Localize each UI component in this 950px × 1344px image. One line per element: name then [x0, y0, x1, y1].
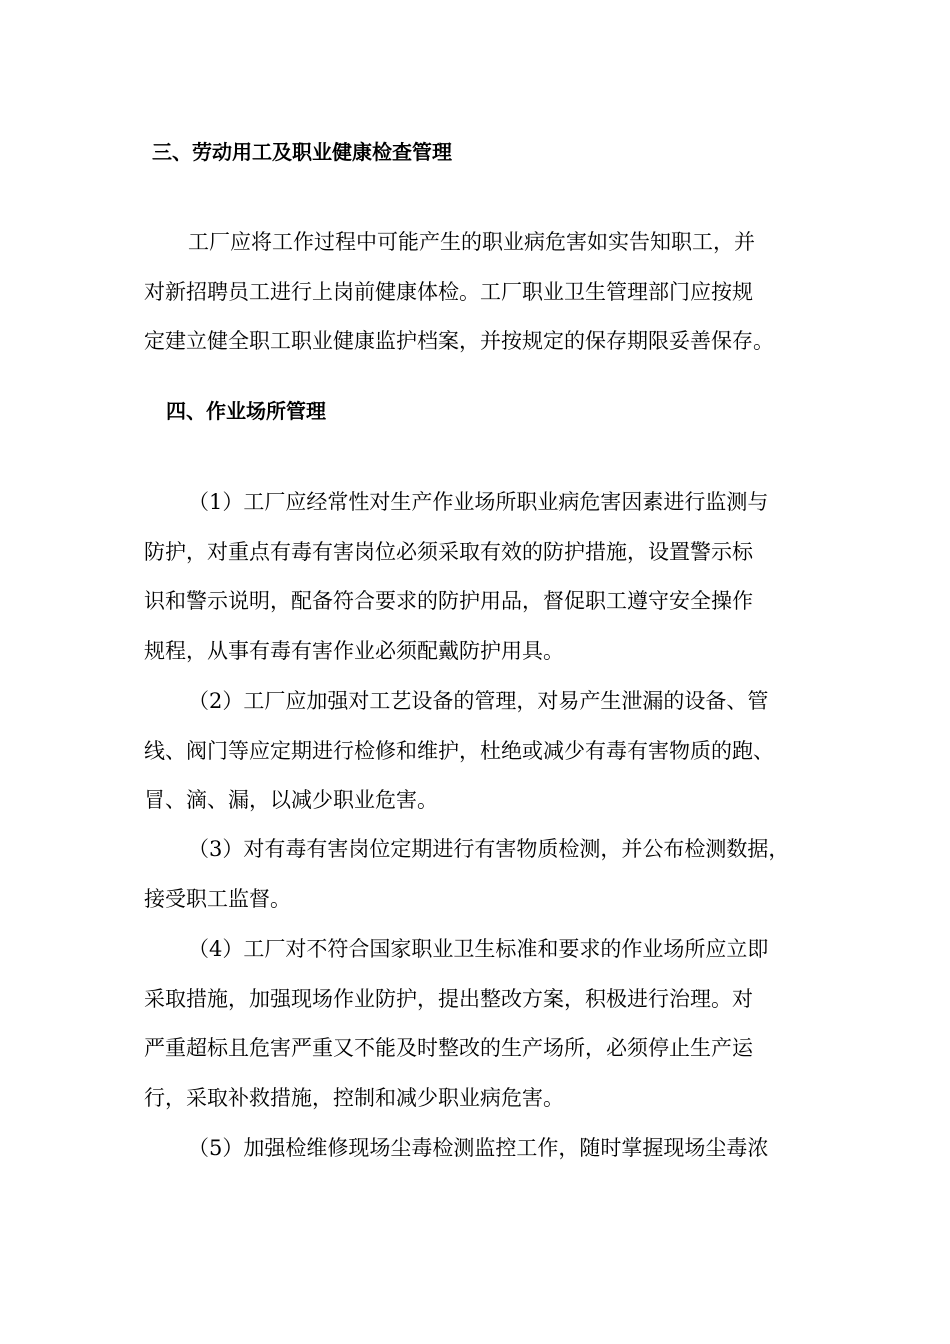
paragraph-line: （3）对有毒有害岗位定期进行有害物质检测，并公布检测数据， [188, 837, 790, 861]
paragraph-line: 定建立健全职工职业健康监护档案，并按规定的保存期限妥善保存。 [144, 329, 774, 353]
paragraph-line: 线、阀门等应定期进行检修和维护，杜绝或减少有毒有害物质的跑、 [144, 739, 774, 763]
paragraph-line: （5）加强检维修现场尘毒检测监控工作，随时掌握现场尘毒浓 [188, 1136, 769, 1160]
paragraph-line: 接受职工监督。 [144, 887, 291, 911]
paragraph-line: （2）工厂应加强对工艺设备的管理，对易产生泄漏的设备、管 [188, 689, 769, 713]
paragraph-line: 工厂应将工作过程中可能产生的职业病危害如实告知职工，并 [188, 230, 755, 254]
paragraph-line: 冒、滴、漏，以减少职业危害。 [144, 788, 438, 812]
section-heading-4: 四、作业场所管理 [166, 399, 326, 423]
paragraph-line: 防护，对重点有毒有害岗位必须采取有效的防护措施，设置警示标 [144, 540, 753, 564]
paragraph-line: 严重超标且危害严重又不能及时整改的生产场所，必须停止生产运 [144, 1036, 753, 1060]
paragraph-line: （1）工厂应经常性对生产作业场所职业病危害因素进行监测与 [188, 490, 769, 514]
paragraph-line: 识和警示说明，配备符合要求的防护用品，督促职工遵守安全操作 [144, 589, 753, 613]
paragraph-line: 规程，从事有毒有害作业必须配戴防护用具。 [144, 639, 564, 663]
paragraph-line: 采取措施，加强现场作业防护，提出整改方案，积极进行治理。对 [144, 987, 753, 1011]
section-heading-3: 三、劳动用工及职业健康检查管理 [152, 140, 452, 164]
paragraph-line: （4）工厂对不符合国家职业卫生标准和要求的作业场所应立即 [188, 937, 769, 961]
paragraph-line: 对新招聘员工进行上岗前健康体检。工厂职业卫生管理部门应按规 [144, 280, 753, 304]
paragraph-line: 行，采取补救措施，控制和减少职业病危害。 [144, 1086, 564, 1110]
